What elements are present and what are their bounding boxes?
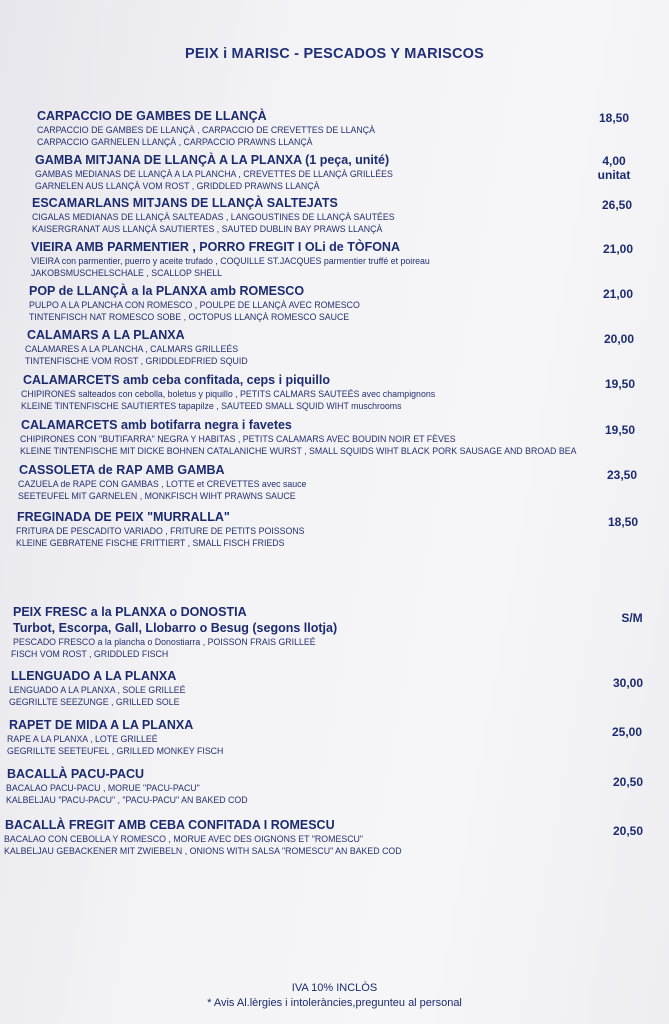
item-desc: GAMBAS MEDIANAS DE LLANÇÀ A LA PLANCHA , CREVETTES DE LLANÇÀ GRILLÉES: [35, 169, 393, 179]
item-name: BACALLÀ FREGIT AMB CEBA CONFITADA I ROMESCU: [5, 818, 335, 832]
page-title: PEIX i MARISC - PESCADOS Y MARISCOS: [185, 46, 484, 62]
item-desc: CARPACCIO DE GAMBES DE LLANÇÀ , CARPACCIO DE CREVETTES DE LLANÇÀ: [37, 125, 375, 135]
item-desc: CAZUELA de RAPE CON GAMBAS , LOTTE et CREVETTES avec sauce: [18, 479, 307, 489]
allergy-note: * Avis Al.lèrgies i intoleràncies,pregunteu al personal: [207, 997, 462, 1009]
item-desc: GARNELEN AUS LLANÇÀ VOM ROST , GRIDDLED PRAWNS LLANÇÀ: [35, 181, 320, 191]
item-desc: FISCH VOM ROST , GRIDDLED FISCH: [11, 649, 169, 659]
menu-item: [0, 767, 669, 806]
section-heading: PEIX FRESC a la PLANXA o DONOSTIA: [13, 605, 247, 619]
menu-item: [0, 463, 669, 502]
menu-item: [0, 669, 669, 708]
item-desc: GEGRILLTE SEETEUFEL , GRILLED MONKEY FISCH: [7, 746, 224, 756]
vat-note: IVA 10% INCLÒS: [291, 982, 378, 994]
item-price: 18,50: [598, 111, 630, 125]
menu-item: [0, 196, 669, 235]
item-desc: JAKOBSMUSCHELSCHALE , SCALLOP SHELL: [31, 268, 222, 278]
item-price: 23,50: [606, 468, 638, 482]
item-desc: GEGRILLTE SEEZUNGE , GRILLED SOLE: [9, 697, 180, 707]
item-price: 20,00: [603, 332, 635, 346]
item-name: RAPET DE MIDA A LA PLANXA: [9, 718, 194, 732]
item-name: CASSOLETA de RAP AMB GAMBA: [19, 463, 225, 477]
menu-item: [0, 153, 669, 192]
item-desc: KLEINE GEBRATENE FISCHE FRITTIERT , SMALL FISCH FRIEDS: [16, 538, 285, 548]
item-name: GAMBA MITJANA DE LLANÇÀ A LA PLANXA (1 peça, unité): [35, 153, 390, 167]
item-desc: CARPACCIO GARNELEN LLANÇÀ , CARPACCIO PRAWNS LLANÇÀ: [37, 137, 313, 147]
item-desc: CHIPIRONES CON "BUTIFARRA" NEGRA Y HABITAS , PETITS CALAMARS AVEC BOUDIN NOIR ET FÈVES: [20, 434, 456, 444]
item-price: 19,50: [604, 423, 636, 437]
item-desc: KLEINE TINTENFISCHE SAUTIERTES tapapilze , SAUTEED SMALL SQUID WIHT muschrooms: [21, 401, 402, 411]
item-desc: CHIPIRONES salteados con cebolla, boletus y piquillo , PETITS CALMARS SAUTEÉS avec champignons: [21, 389, 436, 399]
item-desc: PULPO A LA PLANCHA CON ROMESCO , POULPE DE LLANÇÀ AVEC ROMESCO: [29, 300, 360, 310]
item-desc: BACALAO PACU-PACU , MORUE "PACU-PACU": [6, 783, 200, 793]
item-price: 20,50: [612, 824, 644, 838]
item-price: 26,50: [601, 198, 633, 212]
item-name: BACALLÀ PACU-PACU: [7, 767, 145, 781]
item-price: 18,50: [607, 515, 639, 529]
item-desc: VIEIRA con parmentier, puerro y aceite trufado , COQUILLE ST.JACQUES parmentier truffé et poireau: [31, 256, 430, 266]
item-price-unit: unitat: [597, 168, 631, 182]
item-price: 30,00: [612, 676, 644, 690]
item-name: CALAMARCETS amb botifarra negra i favetes: [21, 418, 292, 432]
item-name: LLENGUADO A LA PLANXA: [11, 669, 177, 683]
item-price: 20,50: [612, 775, 644, 789]
item-desc: TINTENFISCHE VOM ROST , GRIDDLEDFRIED SQUID: [25, 356, 248, 366]
item-price: 21,00: [602, 242, 634, 256]
item-price: 25,00: [611, 725, 643, 739]
item-desc: KAISERGRANAT AUS LLANÇÀ SAUTIERTES , SAUTED DUBLIN BAY PRAWS LLANÇÀ: [32, 224, 383, 234]
item-desc: FRITURA DE PESCADITO VARIADO , FRITURE DE PETITS POISSONS: [16, 526, 305, 536]
item-name: POP de LLANÇÀ a la PLANXA amb ROMESCO: [29, 284, 305, 298]
item-desc: KALBELJAU "PACU-PACU" , "PACU-PACU" AN BAKED COD: [6, 795, 248, 805]
menu-item: [0, 510, 669, 549]
item-desc: TINTENFISCH NAT ROMESCO SOBE , OCTOPUS LLANÇÀ ROMESCO SAUCE: [29, 312, 350, 322]
item-desc: BACALAO CON CEBOLLA Y ROMESCO , MORUE AVEC DES OIGNONS ET "ROMESCU": [4, 834, 364, 844]
menu-item: [0, 328, 669, 367]
item-name: VIEIRA AMB PARMENTIER , PORRO FREGIT I OLi de TÒFONA: [31, 240, 400, 254]
item-desc: KLEINE TINTENFISCHE MIT DICKE BOHNEN CATALANICHE WURST , SMALL SQUIDS WIHT BLACK PORK SAUSAGE AND BROAD BEA: [20, 446, 577, 456]
item-desc: KALBELJAU GEBACKENER MIT ZWIEBELN , ONIONS WITH SALSA "ROMESCU" AN BAKED COD: [4, 846, 402, 856]
item-name: ESCAMARLANS MITJANS DE LLANÇÀ SALTEJATS: [32, 196, 338, 210]
menu-item: [0, 418, 669, 457]
item-price: S/M: [621, 611, 643, 625]
item-price: 4,00: [602, 154, 626, 168]
item-name: CALAMARS A LA PLANXA: [27, 328, 185, 342]
item-name: CARPACCIO DE GAMBES DE LLANÇÀ: [37, 109, 267, 123]
menu-item: [0, 284, 669, 323]
item-price: 19,50: [604, 377, 636, 391]
item-desc: RAPE A LA PLANXA , LOTE GRILLEÉ: [7, 734, 158, 744]
item-name: FREGINADA DE PEIX "MURRALLA": [17, 510, 230, 524]
menu-item: [0, 373, 669, 412]
menu-item: [0, 109, 669, 148]
item-desc: LENGUADO A LA PLANXA , SOLE GRILLEÉ: [9, 685, 186, 695]
item-desc: CALAMARES A LA PLANCHA , CALMARS GRILLEÉS: [25, 344, 239, 354]
fresh-fish-section: [0, 604, 669, 660]
item-price: 21,00: [602, 287, 634, 301]
item-desc: CIGALAS MEDIANAS DE LLANÇÀ SALTEADAS , LANGOUSTINES DE LLANÇÀ SAUTÉES: [32, 212, 395, 222]
menu-item: [0, 718, 669, 757]
menu-item: [0, 818, 669, 857]
item-desc: SEETEUFEL MIT GARNELEN , MONKFISCH WIHT PRAWNS SAUCE: [18, 491, 296, 501]
item-name: CALAMARCETS amb ceba confitada, ceps i piquillo: [23, 373, 330, 387]
item-desc: PESCADO FRESCO a la plancha o Donostiarra , POISSON FRAIS GRILLEÉ: [13, 637, 316, 647]
menu-item: [0, 240, 669, 279]
section-subheading: Turbot, Escorpa, Gall, Llobarro o Besug (segons llotja): [13, 621, 338, 635]
